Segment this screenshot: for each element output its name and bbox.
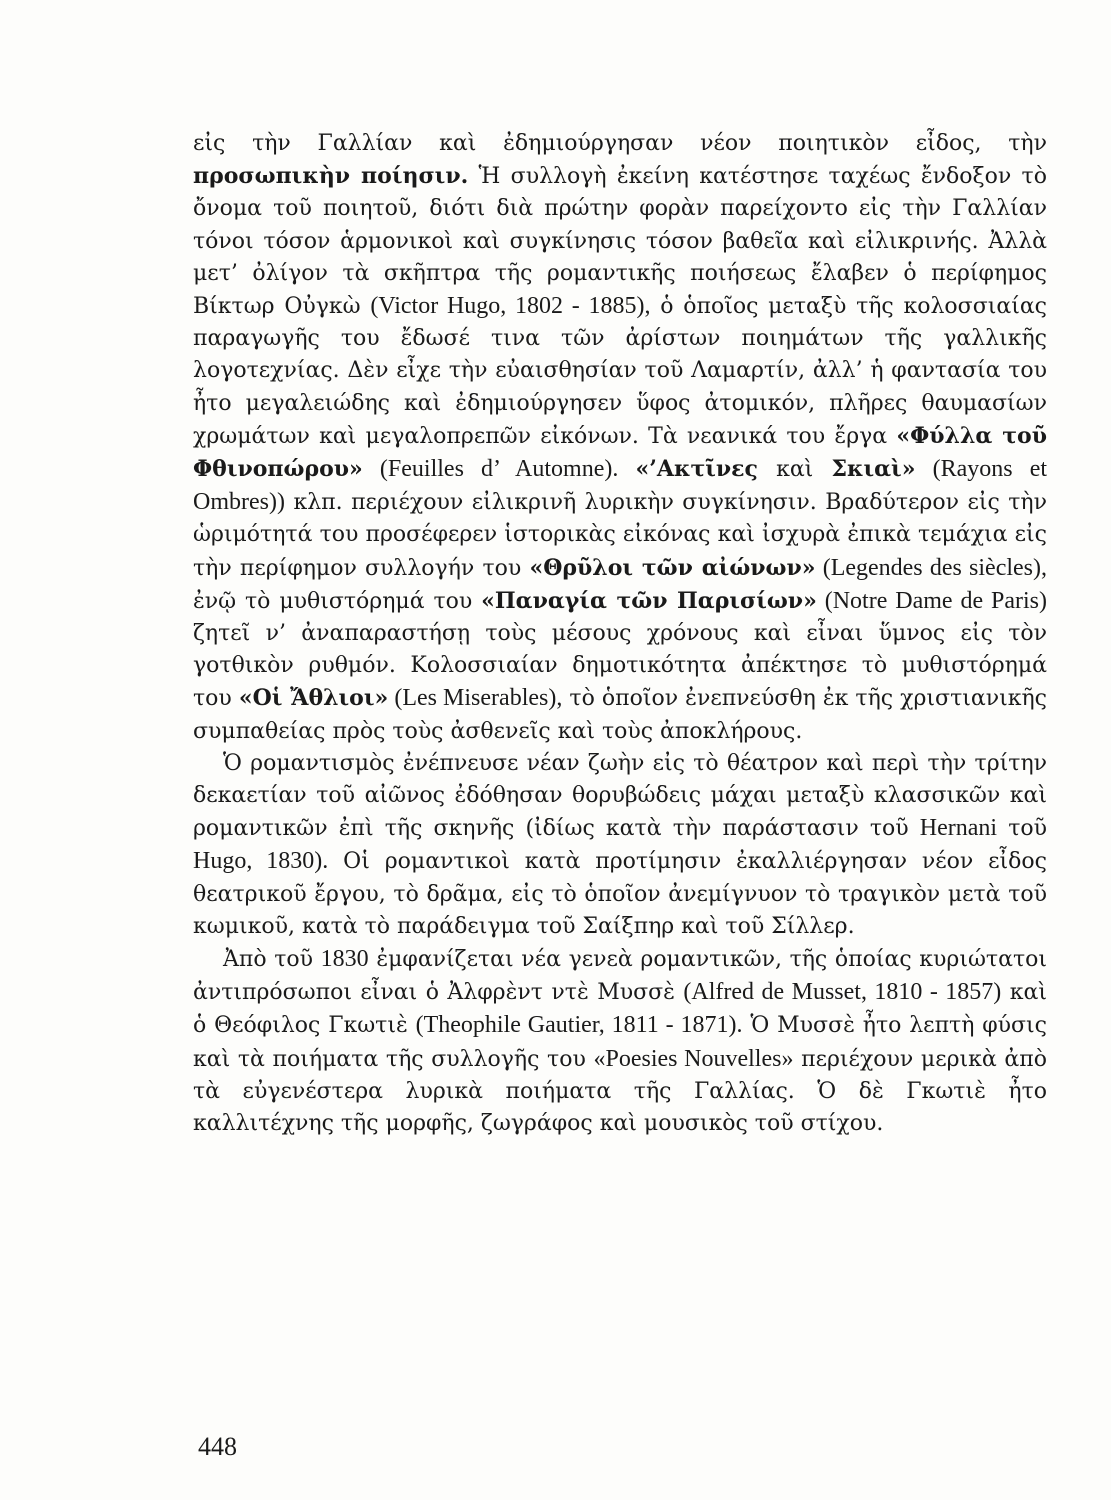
text-run: Ὁ ρομαντισμὸς ἐνέπνευσε νέαν ζωὴν εἰς τὸ θέατρον καὶ περὶ τὴν τρίτην δεκαετίαν τοῦ αἰῶνος ἐδόθησαν θορυβώδεις μάχαι μεταξὺ κλασσικῶν καὶ ρομαντικῶν ἐπὶ τῆς σκηνῆς (ἰδίως κατὰ τὴν παράστασιν τοῦ (193, 750, 1047, 842)
text-run: Οἱ ρομαντικοὶ κατὰ προτίμησιν ἐκαλλιέργησαν νέον εἶδος θεατρικοῦ ἔργου, τὸ δρᾶμα, εἰς τὸ ὁποῖον ἀνεμίγνυον τὸ τραγικὸν μετὰ τοῦ κωμικοῦ, κατὰ τὸ παράδειγμα τοῦ Σαίξπηρ καὶ τοῦ Σίλλερ. (193, 849, 1047, 939)
text-run: ἐμφανίζεται νέα γενεὰ ρομαντικῶν, τῆς ὁποίας κυριώτατοι ἀντιπρόσωποι εἶναι ὁ Ἀλφρὲντ ντὲ Μυσσὲ (193, 947, 1047, 1006)
title-reference: «Φύλλα τοῦ Φθινοπώρου» (193, 422, 1047, 483)
text-run: ἐνῷ τὸ μυθιστόρημά του (193, 588, 482, 614)
latin-text: (Notre Dame de Paris) (816, 587, 1048, 614)
text-run: τὸ ὁποῖον ἐνεπνεύσθη ἐκ τῆς χριστιανικῆς συμπαθείας πρὸς τοὺς ἀσθενεῖς καὶ τοὺς ἀποκλήρους. (193, 686, 1047, 744)
paragraph (193, 748, 1047, 943)
text-run: ζητεῖ ν’ ἀναπαραστήσῃ τοὺς μέσους χρόνους καὶ εἶναι ὕμνος εἰς τὸν γοτθικὸν ρυθμόν. Κολοσσιαίαν δημοτικότητα ἀπέκτησε τὸ μυθιστόρημά του (193, 621, 1047, 712)
title-reference: Σκιαὶ» (831, 456, 916, 483)
text-run: εἰς τὴν Γαλλίαν καὶ ἐδημιούργησαν νέον ποιητικὸν εἶδος, τὴν (193, 131, 1047, 156)
text-run: Ἀπὸ τοῦ (223, 947, 321, 973)
title-reference: «Θρῦλοι τῶν αἰώνων» (529, 554, 816, 581)
latin-text: 1830 (320, 946, 369, 973)
title-reference: «Οἱ Ἄθλιοι» (238, 685, 389, 712)
page-number: 448 (198, 1432, 237, 1461)
title-reference: «’Ακτῖνες (635, 456, 758, 483)
text-run: καὶ ὁ Θεόφιλος Γκωτιὲ (193, 980, 1047, 1039)
latin-text: (Victor Hugo, 1802 - 1885), (370, 293, 651, 320)
text-run: καὶ (757, 457, 832, 483)
latin-text: (Rayons et Ombres)) (193, 456, 1048, 516)
text-run: περιέχουν μερικὰ ἀπὸ τὰ εὐγενέστερα λυρικὰ ποιήματα τῆς Γαλλίας. Ὁ δὲ Γκωτιὲ ἦτο καλλιτέχνης τῆς μορφῆς, ζωγράφος καὶ μουσικὸς τοῦ στίχου. (193, 1046, 1047, 1137)
title-reference: «Παναγία τῶν Παρισίων» (481, 587, 817, 614)
title-reference: προσωπικὴν ποίησιν. (193, 163, 469, 190)
latin-text: Hugo, 1830). (193, 848, 329, 875)
latin-text: Hernani (919, 815, 998, 842)
text-run: ὁ ὁποῖος μεταξὺ τῆς κολοσσιαίας παραγωγῆς του ἔδωσέ τινα τῶν ἀρίστων ποιημάτων τῆς γαλλικῆς λογοτεχνίας. Δὲν εἶχε τὴν εὐαισθησίαν τοῦ Λαμαρτίν, ἀλλ’ ἡ φαντασία του ἦτο μεγαλειώδης καὶ ἐδημιούργησεν ὕφος ἀτομικόν, πλῆρες θαυμασίων χρωμάτων καὶ μεγαλοπρεπῶν εἰκόνων. Τὰ νεανικά του ἔργα (193, 294, 1048, 449)
latin-text: (Les Miserables), (388, 685, 563, 712)
text-run: Ἡ συλλογὴ ἐκείνη κατέστησε ταχέως ἔνδοξον τὸ ὄνομα τοῦ ποιητοῦ, διότι διὰ πρώτην φορὰν παρείχοντο εἰς τὴν Γαλλίαν τόνοι τόσον ἁρμονικοὶ καὶ συγκίνησις τόσον βαθεῖα καὶ εἰλικρινής. Ἀλλὰ μετ’ ὀλίγον τὰ σκῆπτρα τῆς ρομαντικῆς ποιήσεως ἔλαβεν ὁ περίφημος Βίκτωρ Οὐγκὼ (193, 164, 1047, 320)
paragraph (193, 128, 1047, 748)
latin-text: (Alfred de Musset, 1810 - 1857) (683, 979, 1002, 1006)
body-text (193, 128, 1047, 1140)
text-run: τοῦ (997, 816, 1047, 842)
latin-text: (Feuilles d’ Automne). (362, 456, 636, 483)
text-run: Ὁ Μυσσὲ ἦτο λεπτὴ φύσις καὶ τὰ ποιήματα τῆς συλλογῆς του (193, 1013, 1047, 1072)
latin-text: (Legendes des siècles), (815, 554, 1048, 581)
paragraph (193, 943, 1047, 1140)
latin-text: (Theophile Gautier, 1811 - 1871). (415, 1012, 743, 1039)
latin-text: «Poesies Nouvelles» (593, 1045, 794, 1072)
text-run: κλπ. περιέχουν εἰλικρινῆ λυρικὴν συγκίνησιν. Βραδύτερον εἰς τὴν ὡριμότητά του προσέφερεν ἱστορικὰς εἰκόνας καὶ ἰσχυρὰ ἐπικὰ τεμάχια εἰς τὴν περίφημον συλλογήν του (193, 490, 1047, 581)
